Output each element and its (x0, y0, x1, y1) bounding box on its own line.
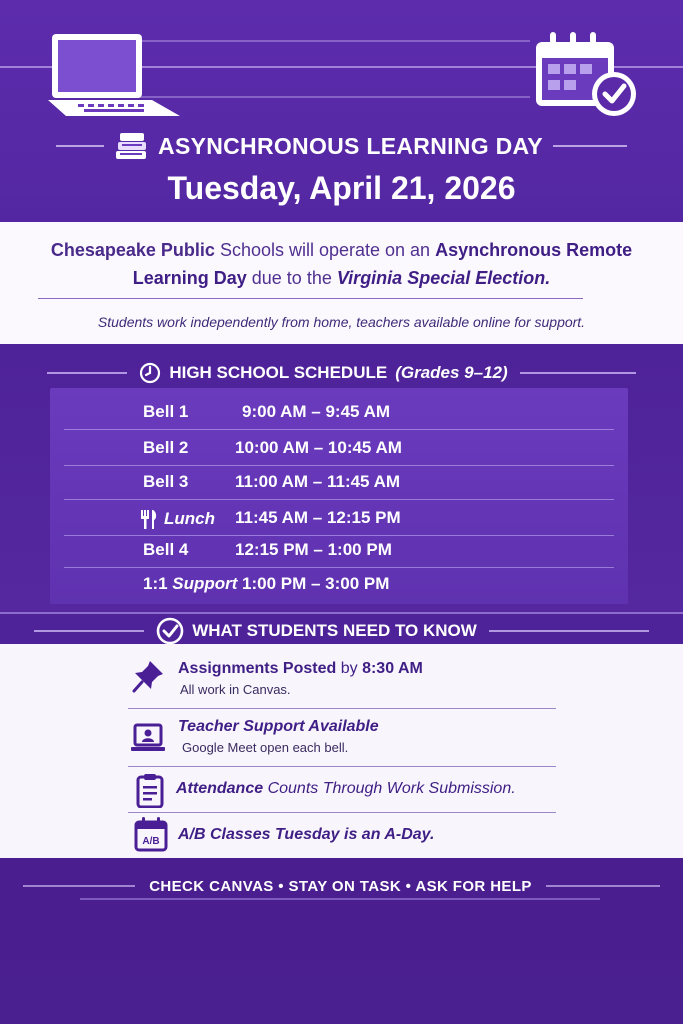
know-item-desc: Google Meet open each bell. (182, 740, 349, 755)
header-band (0, 0, 683, 222)
footer-dash-right (546, 885, 660, 887)
schedule-time: 1:00 PM – 3:00 PM (242, 574, 390, 593)
notice-text-part: due to the (246, 268, 337, 288)
know-heading-text: WHAT STUDENTS NEED TO KNOW (192, 621, 477, 640)
calendar-check-icon (530, 28, 640, 120)
row-divider (64, 429, 614, 430)
know-item-title-bold: A/B Classes Tuesday is an A-Day. (178, 826, 435, 843)
books-icon (114, 131, 148, 161)
know-item (130, 658, 560, 706)
know-heading (156, 617, 477, 645)
notice-learning-day: Learning Day (132, 268, 247, 288)
notice-text-part: Schools will operate on an (214, 240, 436, 260)
page-title: ASYNCHRONOUS LEARNING DAY (158, 132, 543, 159)
schedule-row (50, 396, 628, 430)
footer-dash-left (23, 885, 135, 887)
schedule-bell: Bell 1 (143, 402, 189, 421)
header-divider-bottom (140, 96, 530, 98)
know-item (130, 716, 560, 766)
laptop-user-icon (130, 720, 166, 756)
schedule-grades: (Grades 9–12) (395, 363, 508, 382)
schedule-row (50, 534, 628, 568)
schedule-row (50, 466, 628, 500)
know-heading-row (0, 616, 683, 646)
schedule-time: 12:15 PM – 1:00 PM (235, 540, 392, 559)
know-item-title-text: Counts Through Work Submission. (263, 780, 516, 797)
schedule-row (50, 502, 628, 536)
schedule-time: 9:00 AM – 9:45 AM (242, 402, 391, 421)
schedule-row (50, 432, 628, 466)
schedule-bell: Bell 2 (143, 438, 189, 457)
know-panel (0, 644, 683, 858)
know-item-desc: All work in Canvas. (180, 682, 291, 697)
know-divider (128, 766, 556, 767)
know-item-title-text: by (336, 660, 363, 677)
know-dash-left (34, 630, 144, 632)
know-item (130, 816, 560, 856)
know-item-title-time: 8:30 AM (362, 660, 423, 677)
ab-icon-text: A/B (142, 836, 160, 847)
schedule-time: 10:00 AM – 10:45 AM (235, 438, 402, 457)
title-row (0, 128, 683, 164)
know-item-title-bold: Teacher Support Available (178, 718, 379, 735)
schedule-bell: Bell 4 (143, 540, 189, 559)
schedule-dash-right (520, 372, 636, 374)
row-divider (64, 499, 614, 500)
notice-text (30, 236, 653, 292)
know-item-title (178, 660, 423, 678)
laptop-icon (44, 30, 184, 122)
footer-underline (80, 898, 600, 900)
footer-text: CHECK CANVAS • STAY ON TASK • ASK FOR HELP (149, 877, 532, 895)
clipboard-icon (134, 772, 170, 808)
schedule-heading-text: HIGH SCHOOL SCHEDULE (169, 363, 388, 382)
schedule-dash-left (47, 372, 127, 374)
notice-election: Virginia Special Election. (336, 268, 551, 288)
schedule-heading (139, 362, 507, 384)
pushpin-icon (130, 658, 166, 694)
notice-divider (38, 298, 583, 299)
schedule-heading-row (0, 358, 683, 388)
notice-subtext: Students work independently from home, teachers available online for support. (97, 314, 586, 330)
footer-row (0, 872, 683, 900)
support-label: Support (172, 574, 238, 593)
know-item-title-bold: Assignments Posted (178, 660, 337, 677)
ab-calendar-icon (134, 816, 170, 852)
know-item-title (178, 718, 379, 736)
section-divider (0, 612, 683, 614)
check-circle-icon (156, 617, 184, 645)
notice-async: Asynchronous Remote (435, 240, 633, 260)
title-dash-right (553, 145, 627, 147)
schedule-table (50, 388, 628, 604)
schedule-bell (143, 574, 237, 594)
know-item (130, 772, 560, 812)
header-divider-top (140, 40, 530, 42)
footer-band (0, 858, 683, 1024)
event-date: Tuesday, April 21, 2026 (167, 170, 516, 206)
lunch-label: Lunch (164, 509, 215, 528)
know-item-title (178, 826, 434, 844)
schedule-time: 11:45 AM – 12:15 PM (235, 508, 401, 527)
clock-icon (139, 362, 161, 384)
schedule-row (50, 568, 628, 602)
schedule-bell: Bell 3 (143, 472, 189, 491)
know-item-title-bold: Attendance (176, 780, 264, 797)
schedule-bell (138, 508, 215, 530)
utensils-icon (138, 508, 160, 530)
support-prefix: 1:1 (143, 574, 173, 593)
know-divider (128, 708, 556, 709)
know-item-title (176, 780, 516, 798)
know-divider (128, 812, 556, 813)
know-dash-right (489, 630, 649, 632)
notice-panel (0, 222, 683, 344)
title-dash-left (56, 145, 104, 147)
schedule-time: 11:00 AM – 11:45 AM (235, 472, 401, 491)
notice-district: Chesapeake Public (50, 240, 215, 260)
